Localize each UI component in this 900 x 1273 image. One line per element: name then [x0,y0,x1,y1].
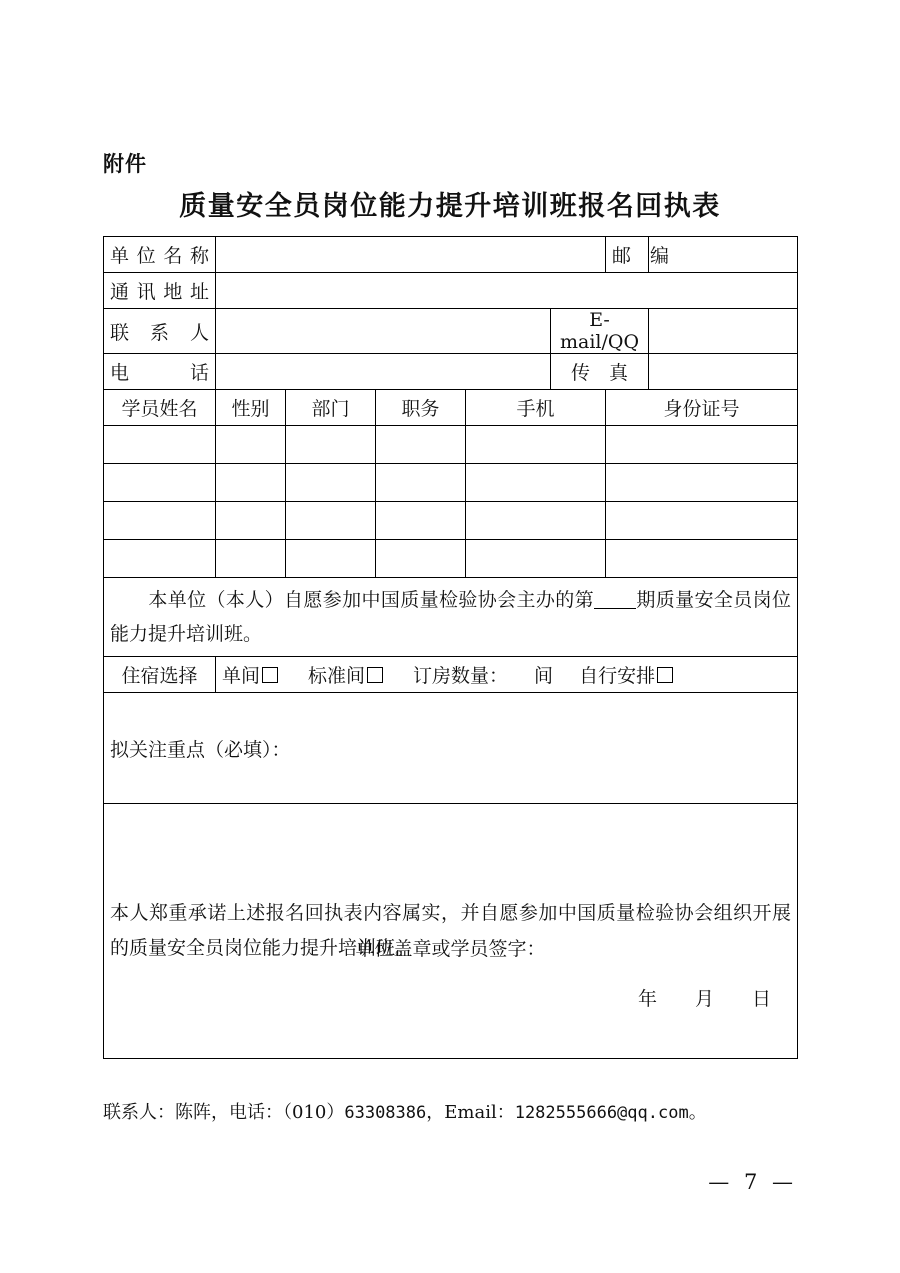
footer-phone: 63308386 [344,1103,427,1123]
registration-form-table [103,236,798,1059]
standard-room-label: 标准间 [308,665,366,687]
single-room-label: 单间 [222,665,261,687]
student-cell-position[interactable] [376,464,466,502]
room-count-label: 订房数量： [413,665,509,687]
email-qq-label: E-mail/QQ [551,309,649,354]
table-row [104,540,798,578]
student-cell-id-number[interactable] [606,464,798,502]
contact-label: 联 系 人 [104,309,216,354]
month-label: 月 [695,988,715,1010]
lodging-label: 住宿选择 [104,657,216,693]
standard-room-checkbox[interactable] [367,667,383,683]
student-cell-mobile[interactable] [466,464,606,502]
focus-row [104,693,798,804]
table-row-contact [104,309,798,354]
student-cell-name[interactable] [104,464,216,502]
room-unit-label: 间 [534,665,554,687]
student-cell-name[interactable] [104,540,216,578]
footer-suffix: 。 [688,1102,707,1123]
statement-cell [104,578,798,657]
student-header-position: 职务 [376,390,466,426]
student-cell-gender[interactable] [216,464,286,502]
fax-label: 传 真 [551,354,649,390]
student-cell-id-number[interactable] [606,426,798,464]
table-row-org-name [104,237,798,273]
table-row [104,426,798,464]
email-qq-value[interactable] [649,309,798,354]
fax-value[interactable] [649,354,798,390]
student-cell-position[interactable] [376,502,466,540]
table-row [104,464,798,502]
postcode-value[interactable] [649,237,798,273]
address-label: 通讯地址 [104,273,216,309]
student-header-mobile: 手机 [466,390,606,426]
students-header-row [104,390,798,426]
year-label: 年 [637,988,657,1010]
focus-label: 拟关注重点（必填）： [110,738,291,761]
session-number-blank[interactable] [594,608,636,609]
student-cell-position[interactable] [376,540,466,578]
signature-label: 单位盖章或学员签字： [355,938,546,960]
commitment-cell [104,804,798,1059]
page-number: — 7 — [708,1170,797,1194]
postcode-label: 邮 编 [606,237,649,273]
student-cell-department[interactable] [286,502,376,540]
footer-contact [103,1098,707,1124]
student-cell-name[interactable] [104,426,216,464]
table-row-address [104,273,798,309]
student-header-department: 部门 [286,390,376,426]
table-row-phone [104,354,798,390]
student-cell-gender[interactable] [216,502,286,540]
phone-label: 电 话 [104,354,216,390]
student-cell-department[interactable] [286,426,376,464]
commitment-row [104,804,798,1059]
address-value[interactable] [216,273,798,309]
student-cell-position[interactable] [376,426,466,464]
focus-cell[interactable] [104,693,798,804]
footer-contact-prefix: 联系人：陈阵，电话：（010） [103,1102,345,1123]
org-name-value[interactable] [216,237,606,273]
page-title: 质量安全员岗位能力提升培训班报名回执表 [179,191,721,222]
student-cell-gender[interactable] [216,540,286,578]
student-header-id-number: 身份证号 [606,390,798,426]
student-cell-department[interactable] [286,464,376,502]
student-header-gender: 性别 [216,390,286,426]
student-cell-mobile[interactable] [466,426,606,464]
contact-value[interactable] [216,309,551,354]
footer-email: 1282555666@qq.com [514,1103,689,1123]
self-arranged-label: 自行安排 [579,665,656,687]
commitment-text: 本人郑重承诺上述报名回执表内容属实，并自愿参加中国质量检验协会组织开展的质量安全员岗位能力提升培训班。 [110,902,792,959]
lodging-row [104,657,798,693]
date-line [104,984,771,1011]
statement-part1: 本单位（本人）自愿参加中国质量检验协会主办的第 [148,589,595,611]
student-cell-department[interactable] [286,540,376,578]
self-arranged-checkbox[interactable] [657,667,673,683]
statement-row [104,578,798,657]
lodging-options [216,657,798,693]
student-cell-gender[interactable] [216,426,286,464]
single-room-checkbox[interactable] [262,667,278,683]
student-cell-id-number[interactable] [606,502,798,540]
table-row [104,502,798,540]
student-cell-mobile[interactable] [466,502,606,540]
footer-email-prefix: ，Email： [426,1102,515,1123]
student-cell-name[interactable] [104,502,216,540]
day-label: 日 [752,988,772,1010]
org-name-label: 单位名称 [104,237,216,273]
student-cell-mobile[interactable] [466,540,606,578]
phone-value[interactable] [216,354,551,390]
student-header-name: 学员姓名 [104,390,216,426]
student-cell-id-number[interactable] [606,540,798,578]
attachment-label: 附件 [103,152,147,176]
statement-part2: 期质量安全员岗位能力提升培训班。 [110,589,792,645]
